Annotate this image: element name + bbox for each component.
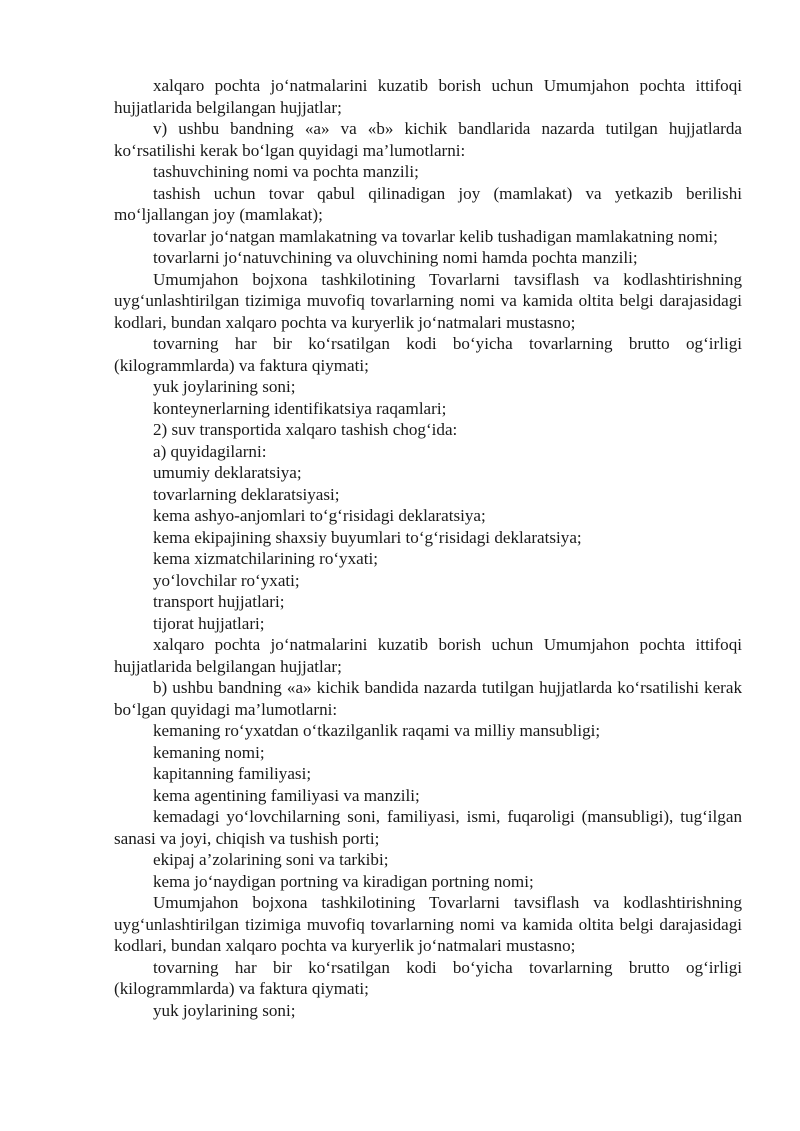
paragraph: kemaning ro‘yxatdan o‘tkazilganlik raqami va milliy mansubligi; bbox=[153, 721, 601, 740]
paragraph: tovarlar jo‘natgan mamlakatning va tovarlar kelib tushadigan mamlakatning nomi; bbox=[153, 226, 718, 246]
paragraph: a) quyidagilarni: bbox=[153, 441, 267, 461]
paragraph: tashish uchun tovar qabul qilinadigan joy (mamlakat) va yetkazib berilishi mo‘ljallangan joy (mamlakat); bbox=[114, 183, 742, 224]
paragraph: transport hujjatlari; bbox=[153, 592, 285, 611]
paragraph: umumiy deklaratsiya; bbox=[153, 463, 302, 482]
paragraph: v) ushbu bandning «a» va «b» kichik bandlarida nazarda tutilgan hujjatlarda ko‘rsatilishi kerak bo‘lgan quyidagi ma’lumotlarni: bbox=[114, 119, 742, 160]
paragraph: b) ushbu bandning «a» kichik bandida nazarda tutilgan hujjatlarda ko‘rsatilishi kerak bo‘lgan quyidagi ma’lumotlarni: bbox=[114, 678, 742, 719]
paragraph: kema jo‘naydigan portning va kiradigan portning nomi; bbox=[153, 871, 534, 891]
paragraph: xalqaro pochta jo‘natmalarini kuzatib borish uchun Umumjahon pochta ittifoqi hujjatlarida belgilangan hujjatlar; bbox=[114, 76, 742, 117]
paragraph: tovarlarni jo‘natuvchining va oluvchining nomi hamda pochta manzili; bbox=[153, 248, 638, 267]
paragraph: kemaning nomi; bbox=[153, 742, 265, 762]
paragraph: yuk joylarining soni; bbox=[153, 1000, 296, 1020]
paragraph: kemadagi yo‘lovchilarning soni, familiyasi, ismi, fuqaroligi (mansubligi), tug‘ilgan sanasi va joyi, chiqish va tushish porti; bbox=[114, 807, 742, 848]
paragraph: kema ekipajining shaxsiy buyumlari to‘g‘risidagi deklaratsiya; bbox=[153, 527, 582, 547]
paragraph: Umumjahon bojxona tashkilotining Tovarlarni tavsiflash va kodlashtirishning uyg‘unlashtirilgan tizimiga muvofiq tovarlarning nomi va kamida oltita belgi darajasidagi kodlari, bundan xalqaro pochta va kuryerlik jo‘natmalari mustasno; bbox=[114, 893, 742, 955]
paragraph: 2) suv transportida xalqaro tashish chog‘ida: bbox=[153, 420, 458, 439]
paragraph: Umumjahon bojxona tashkilotining Tovarlarni tavsiflash va kodlashtirishning uyg‘unlashtirilgan tizimiga muvofiq tovarlarning nomi va kamida oltita belgi darajasidagi kodlari, bundan xalqaro pochta va kuryerlik jo‘natmalari mustasno; bbox=[114, 269, 742, 332]
paragraph: tovarlarning deklaratsiyasi; bbox=[153, 484, 340, 504]
paragraph: yo‘lovchilar ro‘yxati; bbox=[153, 570, 300, 590]
paragraph: kema ashyo-anjomlari to‘g‘risidagi deklaratsiya; bbox=[153, 506, 486, 525]
paragraph: kema agentining familiyasi va manzili; bbox=[153, 785, 420, 805]
paragraph: tovarning har bir ko‘rsatilgan kodi bo‘yicha tovarlarning brutto og‘irligi (kilogrammlarda) va faktura qiymati; bbox=[114, 957, 742, 998]
paragraph: kapitanning familiyasi; bbox=[153, 764, 312, 783]
paragraph: konteynerlarning identifikatsiya raqamlari; bbox=[153, 398, 447, 418]
paragraph: xalqaro pochta jo‘natmalarini kuzatib borish uchun Umumjahon pochta ittifoqi hujjatlarida belgilangan hujjatlar; bbox=[114, 635, 742, 676]
document-page bbox=[114, 75, 742, 1021]
paragraph: tovarning har bir ko‘rsatilgan kodi bo‘yicha tovarlarning brutto og‘irligi (kilogrammlarda) va faktura qiymati; bbox=[114, 334, 742, 375]
paragraph: tijorat hujjatlari; bbox=[153, 613, 265, 633]
paragraph: tashuvchining nomi va pochta manzili; bbox=[153, 162, 419, 181]
paragraph: ekipaj a’zolarining soni va tarkibi; bbox=[153, 850, 389, 869]
paragraph: yuk joylarining soni; bbox=[153, 377, 296, 396]
paragraph: kema xizmatchilarining ro‘yxati; bbox=[153, 549, 378, 568]
